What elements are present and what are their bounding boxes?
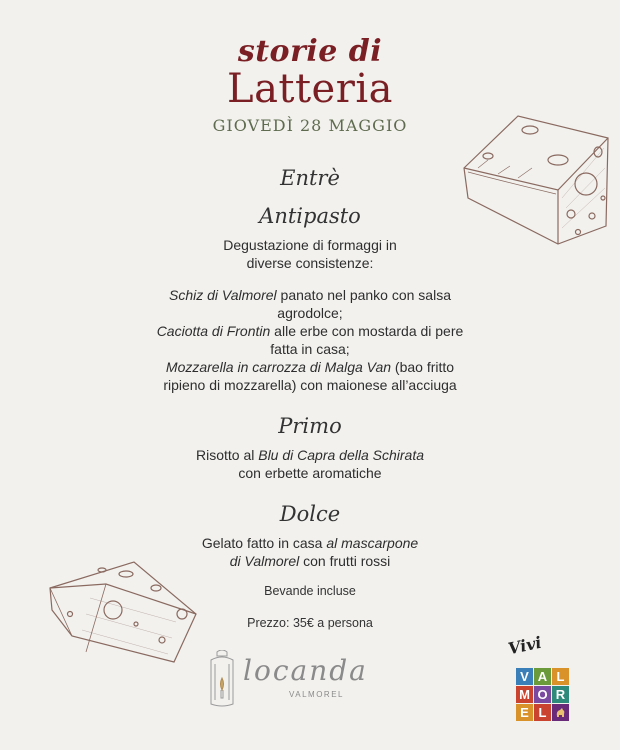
antipasto-intro-line1: Degustazione di formaggi in: [223, 237, 397, 253]
section-antipasto-heading: Antipasto: [259, 204, 361, 228]
locanda-subtitle: VALMOREL: [289, 690, 344, 699]
item-2-desc: alle erbe con mostarda di pere: [270, 323, 464, 339]
deer-icon: [552, 704, 569, 721]
antipasto-item-3-line2: ripieno di mozzarella) con maionese all’acciuga: [163, 377, 457, 393]
section-entre: Entrè: [280, 166, 340, 190]
item-2-name: Caciotta di Frontin: [156, 323, 271, 339]
primo-line1-a: Risotto al: [195, 447, 259, 463]
antipasto-item-1-line2: agrodolce;: [277, 305, 343, 321]
locanda-logo: [205, 650, 415, 712]
item-3-name: Mozzarella in carrozza di Malga Van: [165, 359, 392, 375]
event-date: GIOVEDÌ 28 MAGGIO: [212, 116, 408, 135]
item-1-desc: panato nel panko con salsa: [276, 287, 451, 303]
dolce-line1-b: al mascarpone: [326, 535, 419, 551]
locanda-wordmark: locanda: [243, 654, 368, 687]
vivi-valmorel-logo: [506, 630, 580, 724]
antipasto-item-2-line2: fatta in casa;: [270, 341, 350, 357]
tile-a: A: [534, 668, 551, 685]
tile-o: O: [534, 686, 551, 703]
tile-r: R: [552, 686, 569, 703]
deer-icon-tile: [552, 704, 569, 721]
antipasto-item-2: [0, 322, 620, 340]
antipasto-intro-line2: diverse consistenze:: [246, 255, 374, 271]
tile-e: E: [516, 704, 533, 721]
antipasto-item-1: [0, 286, 620, 304]
item-3-desc: (bao fritto: [391, 359, 455, 375]
primo-cheese-name: Blu di Capra della Schirata: [258, 447, 424, 463]
dolce-line1: [0, 534, 620, 552]
title-storie-di: storie di: [237, 34, 383, 69]
price: Prezzo: 35€ a persona: [247, 616, 373, 630]
vivi-wordmark: Vivi: [506, 632, 544, 659]
section-dolce-heading: Dolce: [279, 502, 341, 526]
dolce-line2-a: di Valmorel: [229, 553, 300, 569]
dolce-line2-b: con frutti rossi: [299, 553, 391, 569]
drinks-included: Bevande incluse: [264, 584, 356, 598]
tile-v: V: [516, 668, 533, 685]
tile-l2: L: [534, 704, 551, 721]
primo-line1: [0, 446, 620, 464]
cheese-wedge-illustration-bottom: [46, 558, 201, 668]
title-latteria: Latteria: [227, 66, 393, 112]
primo-line2: con erbette aromatiche: [238, 465, 382, 481]
tile-m: M: [516, 686, 533, 703]
tile-l: L: [552, 668, 569, 685]
lantern-icon: [205, 650, 239, 710]
item-1-name: Schiz di Valmorel: [169, 287, 277, 303]
section-primo-heading: Primo: [278, 414, 342, 438]
antipasto-item-3: [0, 358, 620, 376]
dolce-line2: [0, 552, 620, 570]
dolce-line1-a: Gelato fatto in casa: [201, 535, 327, 551]
